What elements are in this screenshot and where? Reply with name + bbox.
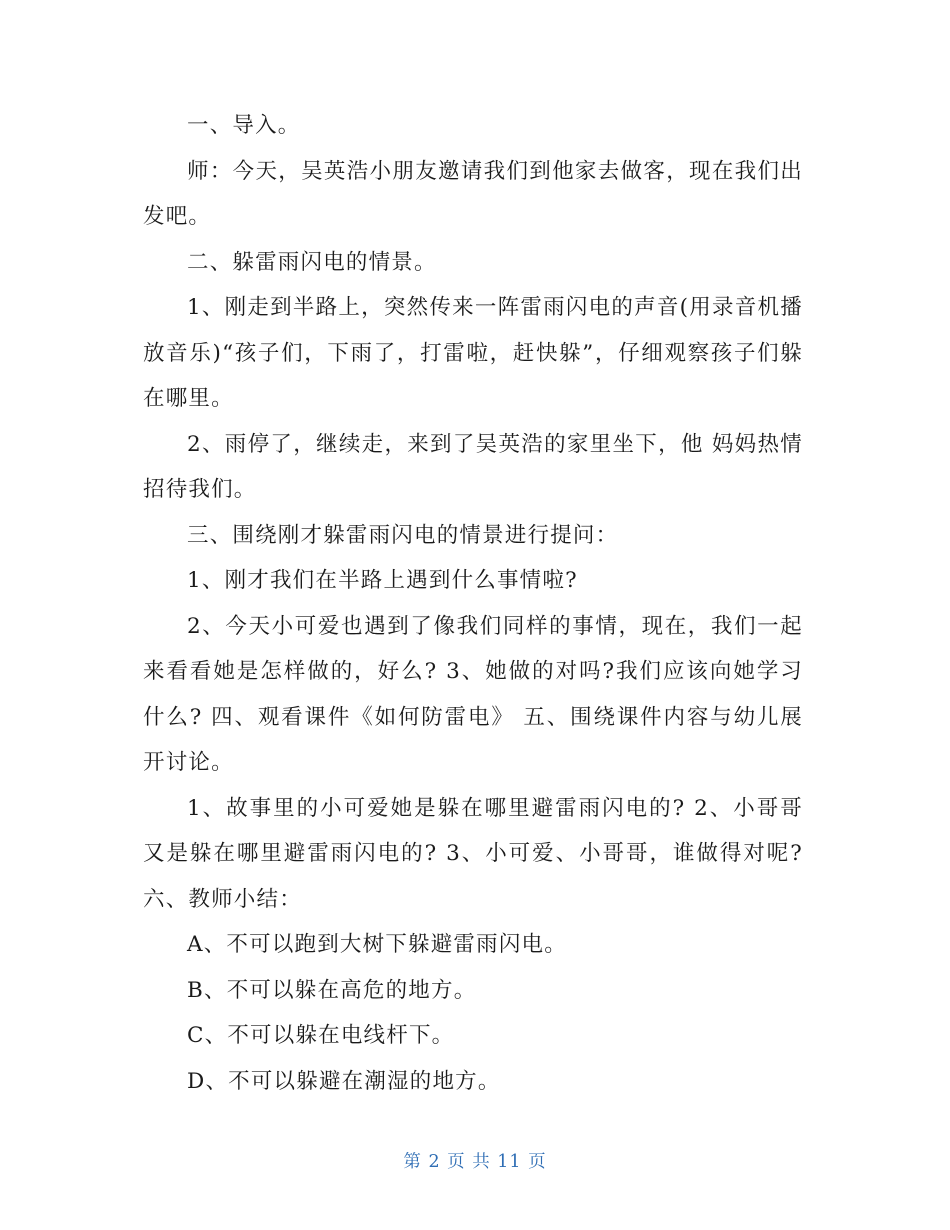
- paragraph-discussion: 1、故事里的小可爱她是躲在哪里避雷雨闪电的? 2、小哥哥又是躲在哪里避雷雨闪电的? 3、小可爱、小哥哥，谁做得对呢? 六、教师小结：: [143, 795, 803, 912]
- paragraph-question-2: 2、今天小可爱也遇到了像我们同样的事情，现在，我们一起来看看她是怎样做的，好么? 3、她做的对吗?我们应该向她学习什么? 四、观看课件《如何防雷电》 五、围绕课件内容与幼儿展开讨论。: [143, 613, 803, 775]
- paragraph-teacher-intro: 师：今天，吴英浩小朋友邀请我们到他家去做客，现在我们出发吧。: [143, 158, 803, 229]
- summary-item-a: A、不可以跑到大树下躲避雷雨闪电。: [187, 932, 567, 957]
- page-number-footer: 第 2 页 共 11 页: [403, 1152, 547, 1172]
- section-heading-questions: 三、围绕刚才躲雷雨闪电的情景进行提问：: [187, 522, 619, 548]
- summary-item-c: C、不可以躲在电线杆下。: [187, 1023, 455, 1048]
- section-heading-intro: 一、导入。: [187, 113, 301, 138]
- document-body: [143, 103, 803, 1104]
- paragraph-step-1: 1、刚走到半路上，突然传来一阵雷雨闪电的声音(用录音机播放音乐)“孩子们，下雨了，打雷啦，赶快躲”，仔细观察孩子们躲在哪里。: [143, 295, 803, 411]
- section-heading-scenario: 二、躲雷雨闪电的情景。: [187, 249, 437, 275]
- paragraph-step-2: 2、雨停了，继续走，来到了吴英浩的家里坐下，他 妈妈热情招待我们。: [143, 431, 803, 502]
- summary-item-b: B、不可以躲在高危的地方。: [187, 977, 477, 1003]
- paragraph-question-1: 1、刚才我们在半路上遇到什么事情啦?: [187, 568, 578, 593]
- summary-item-d: D、不可以躲避在潮湿的地方。: [187, 1068, 501, 1094]
